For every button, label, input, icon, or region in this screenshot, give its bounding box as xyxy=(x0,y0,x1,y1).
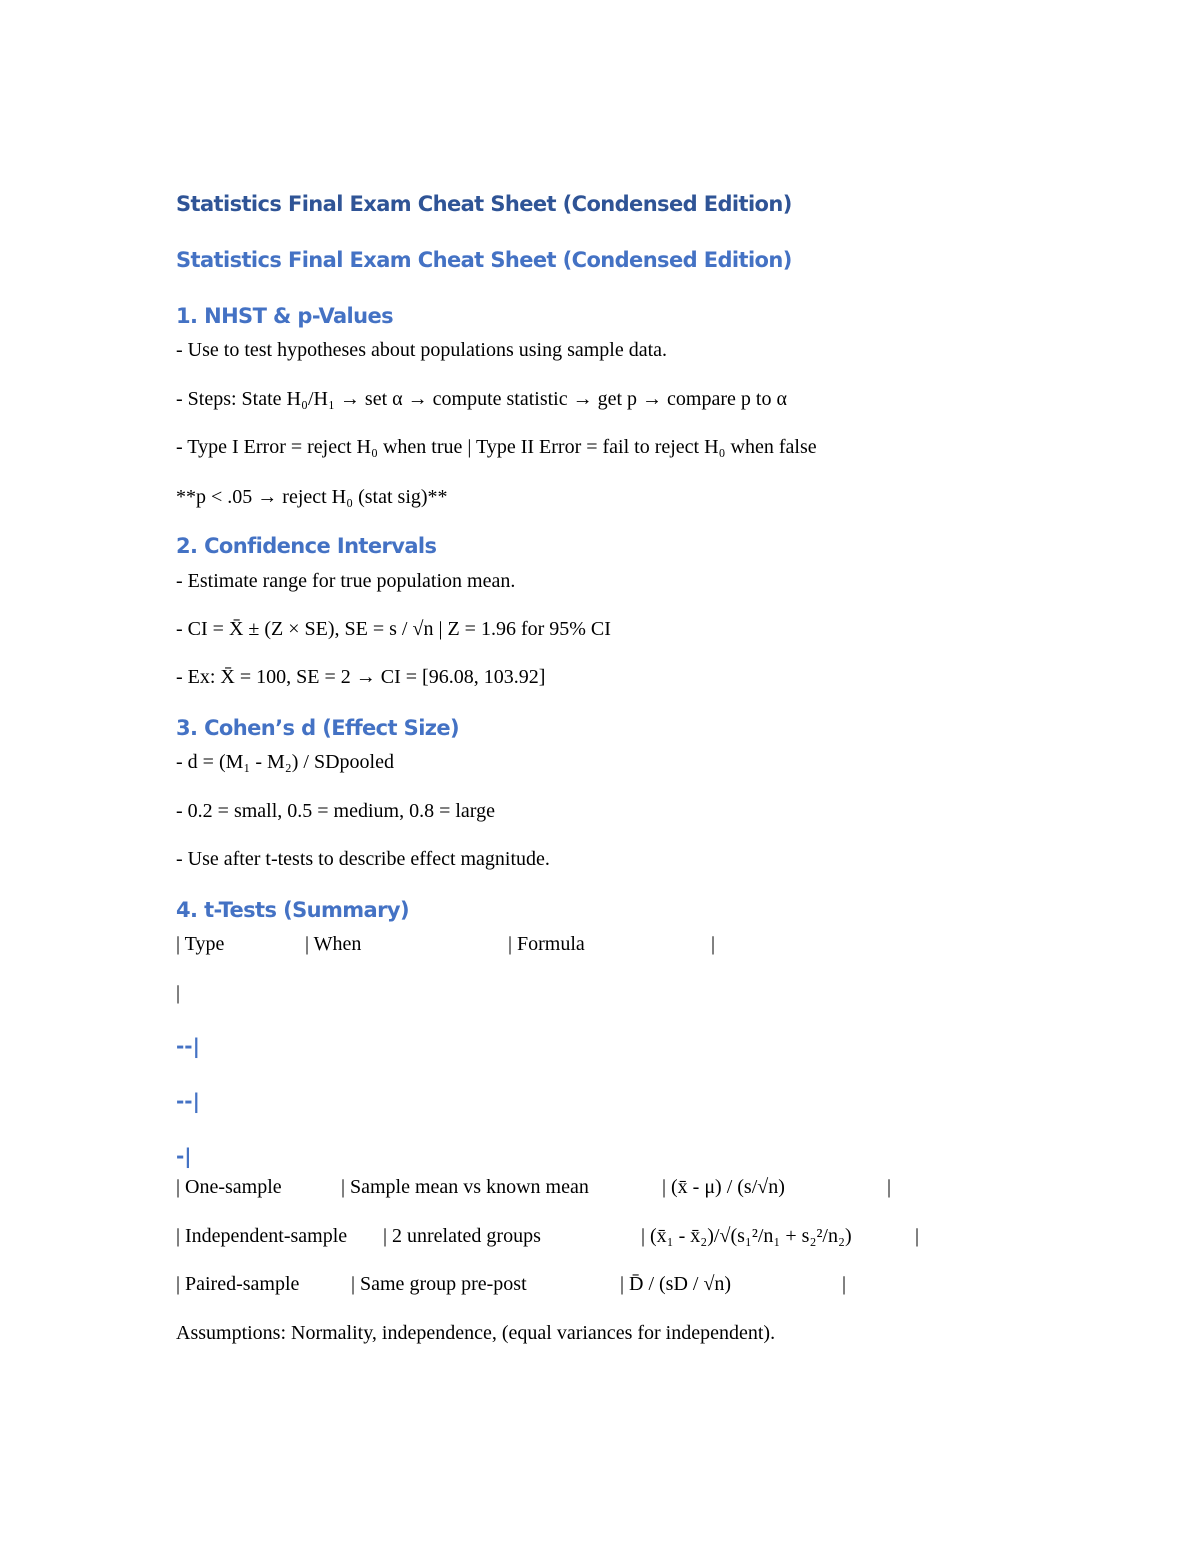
ci-line-formula: - CI = X̄ ± (Z × SE), SE = s / √n | Z = 1.96 for 95% CI xyxy=(176,618,611,640)
table-cell-formula: | (x̄ - μ) / (s/√n) xyxy=(662,1176,785,1198)
table-separator: -| xyxy=(176,1144,192,1168)
table-header-cell-formula: | Formula xyxy=(508,933,585,955)
assumptions-text: Assumptions: Normality, independence, (equal variances for independent). xyxy=(176,1322,776,1344)
table-cell-end: | xyxy=(915,1225,920,1247)
table-separator: --| xyxy=(176,1034,200,1058)
cohens-d-line-formula: - d = (M₁ - M₂) / SDpooled xyxy=(176,751,394,773)
table-cell-formula: | (x̄₁ - x̄₂)/√(s₁²/n₁ + s₂²/n₂) xyxy=(641,1225,852,1247)
nhst-line-purpose: - Use to test hypotheses about populations using sample data. xyxy=(176,339,668,361)
table-cell-type: | Paired-sample xyxy=(176,1273,300,1295)
table-header-cell-type: | Type xyxy=(176,933,225,955)
table-cell-type: | Independent-sample xyxy=(176,1225,348,1247)
table-cell-when: | Sample mean vs known mean xyxy=(341,1176,589,1198)
table-separator: --| xyxy=(176,1089,200,1113)
table-cell-when: | Same group pre-post xyxy=(351,1273,527,1295)
table-cell-type: | One-sample xyxy=(176,1176,282,1198)
section-heading-t-tests: 4. t-Tests (Summary) xyxy=(176,898,409,922)
nhst-line-errors: - Type I Error = reject H₀ when true | Type II Error = fail to reject H₀ when false xyxy=(176,436,817,458)
table-cell-formula: | D̄ / (sD / √n) xyxy=(620,1273,732,1295)
table-cell-end: | xyxy=(887,1176,892,1198)
nhst-line-rule: **p < .05 → reject H₀ (stat sig)** xyxy=(176,486,448,508)
section-heading-nhst: 1. NHST & p-Values xyxy=(176,304,394,328)
section-heading-ci: 2. Confidence Intervals xyxy=(176,534,437,558)
table-cell-when: | 2 unrelated groups xyxy=(383,1225,541,1247)
table-cell-end: | xyxy=(842,1273,847,1295)
ci-line-example: - Ex: X̄ = 100, SE = 2 → CI = [96.08, 103.92] xyxy=(176,666,546,688)
ci-line-purpose: - Estimate range for true population mean. xyxy=(176,570,516,592)
section-heading-cohens-d: 3. Cohen’s d (Effect Size) xyxy=(176,716,460,740)
document-title: Statistics Final Exam Cheat Sheet (Condensed Edition) xyxy=(176,192,792,216)
table-stray-pipe: | xyxy=(176,982,181,1004)
nhst-line-steps: - Steps: State H₀/H₁ → set α → compute statistic → get p → compare p to α xyxy=(176,388,787,410)
cohens-d-line-usage: - Use after t-tests to describe effect magnitude. xyxy=(176,848,550,870)
document-subtitle: Statistics Final Exam Cheat Sheet (Condensed Edition) xyxy=(176,248,792,272)
table-header-cell-end: | xyxy=(711,933,716,955)
table-header-cell-when: | When xyxy=(305,933,362,955)
cohens-d-line-thresholds: - 0.2 = small, 0.5 = medium, 0.8 = large xyxy=(176,800,495,822)
